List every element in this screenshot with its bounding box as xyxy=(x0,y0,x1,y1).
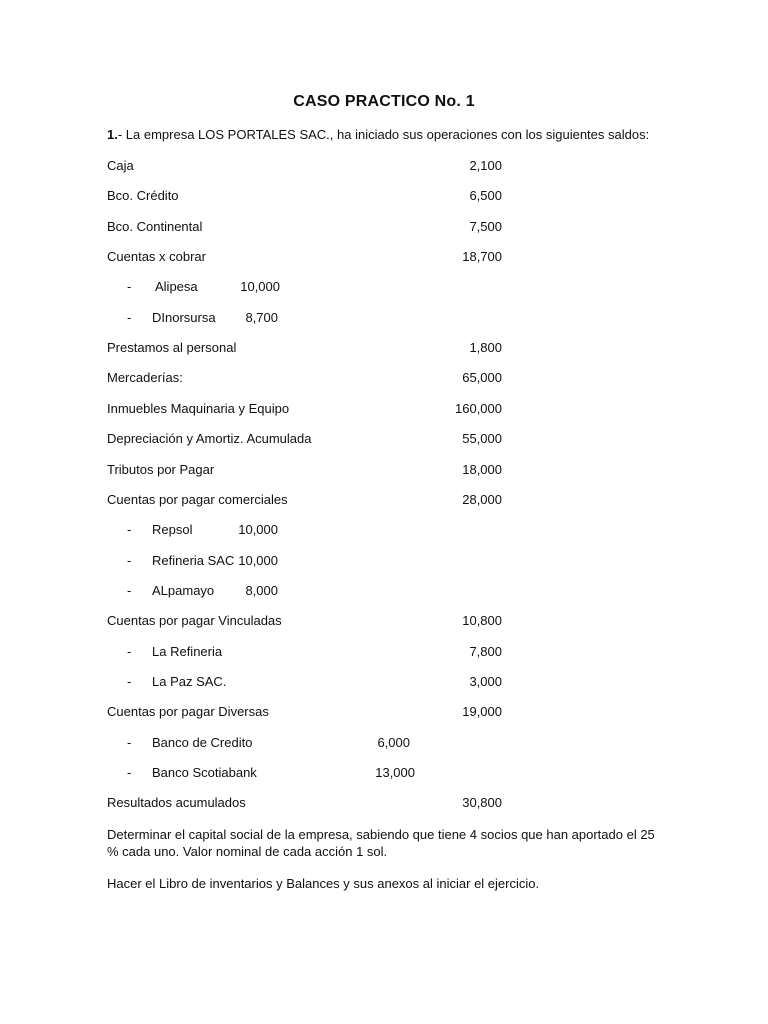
account-amount: 28,000 xyxy=(462,492,502,507)
account-row xyxy=(0,158,768,176)
bullet-dash: - xyxy=(127,553,132,568)
account-amount: 30,800 xyxy=(462,795,502,810)
account-row xyxy=(0,613,768,631)
sub-item-amount: 10,000 xyxy=(240,279,280,294)
sub-item-label: La Refineria xyxy=(152,644,223,659)
sub-item-amount: 3,000 xyxy=(469,674,502,689)
intro-number: 1. xyxy=(107,127,118,142)
account-row xyxy=(0,795,768,813)
account-amount: 19,000 xyxy=(462,704,502,719)
sub-item-row xyxy=(0,522,768,540)
sub-item-label: La Paz SAC. xyxy=(152,674,227,689)
account-row xyxy=(0,370,768,388)
sub-item-amount: 8,700 xyxy=(245,310,278,325)
account-row xyxy=(0,704,768,722)
account-label: Prestamos al personal xyxy=(107,340,237,355)
account-row xyxy=(0,492,768,510)
account-amount: 10,800 xyxy=(462,613,502,628)
sub-item-amount: 8,000 xyxy=(245,583,278,598)
account-label: Cuentas por pagar Diversas xyxy=(107,704,269,719)
account-label: Cuentas x cobrar xyxy=(107,249,206,264)
sub-item-amount: 7,800 xyxy=(469,644,502,659)
account-label: Depreciación y Amortiz. Acumulada xyxy=(107,431,312,446)
account-row xyxy=(0,249,768,267)
sub-item-row xyxy=(0,765,768,783)
account-row xyxy=(0,462,768,480)
sub-item-label: Banco de Credito xyxy=(152,735,253,750)
account-row xyxy=(0,340,768,358)
account-row xyxy=(0,188,768,206)
account-label: Inmuebles Maquinaria y Equipo xyxy=(107,401,290,416)
sub-item-label: ALpamayo xyxy=(152,583,215,598)
sub-item-label: Alipesa xyxy=(155,279,198,294)
sub-item-amount: 10,000 xyxy=(238,522,278,537)
account-amount: 18,000 xyxy=(462,462,502,477)
sub-item-amount: 10,000 xyxy=(238,553,278,568)
sub-item-row xyxy=(0,644,768,662)
bullet-dash: - xyxy=(127,644,132,659)
account-label: Resultados acumulados xyxy=(107,795,246,810)
account-amount: 160,000 xyxy=(455,401,502,416)
sub-item-row xyxy=(0,583,768,601)
instruction-paragraph-2: Hacer el Libro de inventarios y Balances y sus anexos al iniciar el ejercicio. xyxy=(107,876,540,891)
instruction-paragraph-1: Determinar el capital social de la empresa, sabiendo que tiene 4 socios que han aportado el 25 % cada uno. Valor nominal de cada acción 1 sol. xyxy=(107,827,655,859)
account-amount: 18,700 xyxy=(462,249,502,264)
account-row xyxy=(0,219,768,237)
account-amount: 55,000 xyxy=(462,431,502,446)
account-amount: 1,800 xyxy=(469,340,502,355)
bullet-dash: - xyxy=(127,279,132,294)
account-label: Bco. Crédito xyxy=(107,188,179,203)
intro-text: - La empresa LOS PORTALES SAC., ha iniciado sus operaciones con los siguientes saldos: xyxy=(117,127,650,142)
sub-item-row xyxy=(0,553,768,571)
account-row xyxy=(0,401,768,419)
sub-item-label: Banco Scotiabank xyxy=(152,765,257,780)
sub-item-row xyxy=(0,279,768,297)
sub-item-label: DInorsursa xyxy=(152,310,216,325)
sub-item-row xyxy=(0,674,768,692)
sub-item-amount: 6,000 xyxy=(377,735,410,750)
bullet-dash: - xyxy=(127,674,132,689)
account-amount: 2,100 xyxy=(469,158,502,173)
account-amount: 6,500 xyxy=(469,188,502,203)
account-label: Mercaderías: xyxy=(107,370,183,385)
account-label: Tributos por Pagar xyxy=(107,462,215,477)
page-title: CASO PRACTICO No. 1 xyxy=(293,93,475,110)
account-label: Caja xyxy=(107,158,134,173)
account-amount: 7,500 xyxy=(469,219,502,234)
account-amount: 65,000 xyxy=(462,370,502,385)
bullet-dash: - xyxy=(127,522,132,537)
sub-item-row xyxy=(0,735,768,753)
bullet-dash: - xyxy=(127,735,132,750)
account-label: Bco. Continental xyxy=(107,219,203,234)
intro-line xyxy=(107,127,649,142)
account-label: Cuentas por pagar comerciales xyxy=(107,492,288,507)
sub-item-label: Repsol xyxy=(152,522,193,537)
account-row xyxy=(0,431,768,449)
bullet-dash: - xyxy=(127,310,132,325)
sub-item-label: Refineria SAC xyxy=(152,553,235,568)
bullet-dash: - xyxy=(127,583,132,598)
bullet-dash: - xyxy=(127,765,132,780)
account-label: Cuentas por pagar Vinculadas xyxy=(107,613,282,628)
sub-item-amount: 13,000 xyxy=(375,765,415,780)
sub-item-row xyxy=(0,310,768,328)
